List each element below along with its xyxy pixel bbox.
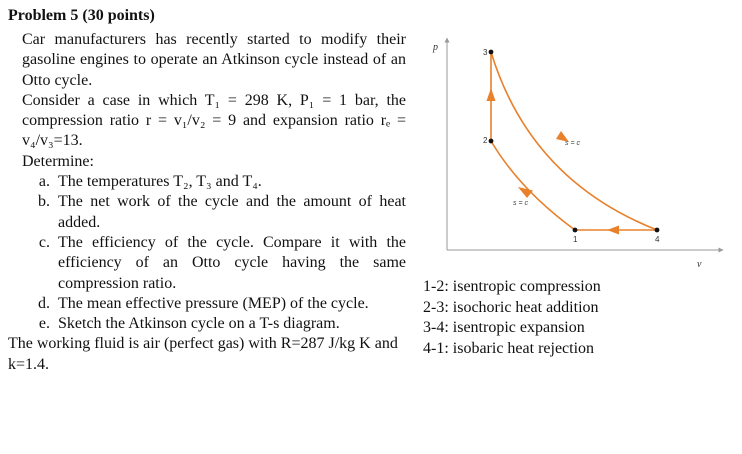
state-point-2 <box>489 139 494 144</box>
task-item-b: b. The net work of the cycle and the amount of heat added. <box>54 192 406 233</box>
pv-diagram-svg <box>425 30 735 276</box>
given-conditions: Consider a case in which T₁ = 298 K, P₁ = 1 bar, the compression ratio r = v₁/v₂ = 9 and expansion ratio rₑ = v₄/v₃=13. <box>22 91 406 150</box>
determine-label: Determine: <box>22 152 94 170</box>
intro-paragraph: Car manufacturers has recently started to modify their gasoline engines to operate an Atkinson cycle instead of an Otto cycle. <box>22 31 406 89</box>
task-item-a: a. The temperatures T₂, T₃ and T₄. <box>54 172 406 192</box>
arrow-up-2-3 <box>487 88 496 101</box>
v-axis-label: v <box>697 259 702 270</box>
p-axis-label: p <box>433 42 438 53</box>
state-point-3 <box>489 50 494 55</box>
isentrope-label-3-4: s = c <box>565 140 580 147</box>
problem-statement <box>8 30 406 375</box>
legend-item-1-2: 1-2: isentropic compression <box>423 278 601 295</box>
state-point-4 <box>655 228 660 233</box>
process-legend <box>423 277 601 359</box>
legend-item-4-1: 4-1: isobaric heat rejection <box>423 339 595 357</box>
state-point-1 <box>573 228 578 233</box>
arrow-left-4-1 <box>607 226 619 235</box>
pv-diagram <box>425 30 735 276</box>
working-fluid-note: The working fluid is air (perfect gas) with R=287 J/kg K and k=1.4. <box>8 335 398 373</box>
label-point-3: 3 <box>483 48 488 57</box>
label-point-2: 2 <box>483 136 488 145</box>
arrow-up-1-2 <box>518 187 533 198</box>
label-point-1: 1 <box>573 235 578 244</box>
isentrope-label-1-2: s = c <box>513 200 528 207</box>
legend-item-3-4: 3-4: isentropic expansion <box>423 319 585 336</box>
process-1-2-curve <box>491 141 575 230</box>
task-item-c: c. The efficiency of the cycle. Compare it with the efficiency of an Otto cycle having the same compression ratio. <box>54 233 406 294</box>
task-list <box>22 172 406 334</box>
task-item-e: e. Sketch the Atkinson cycle on a T-s diagram. <box>54 314 406 334</box>
legend-item-2-3: 2-3: isochoric heat addition <box>423 298 599 316</box>
problem-title: Problem 5 (30 points) <box>8 7 155 24</box>
label-point-4: 4 <box>655 235 660 244</box>
task-item-d: d. The mean effective pressure (MEP) of the cycle. <box>54 294 406 314</box>
